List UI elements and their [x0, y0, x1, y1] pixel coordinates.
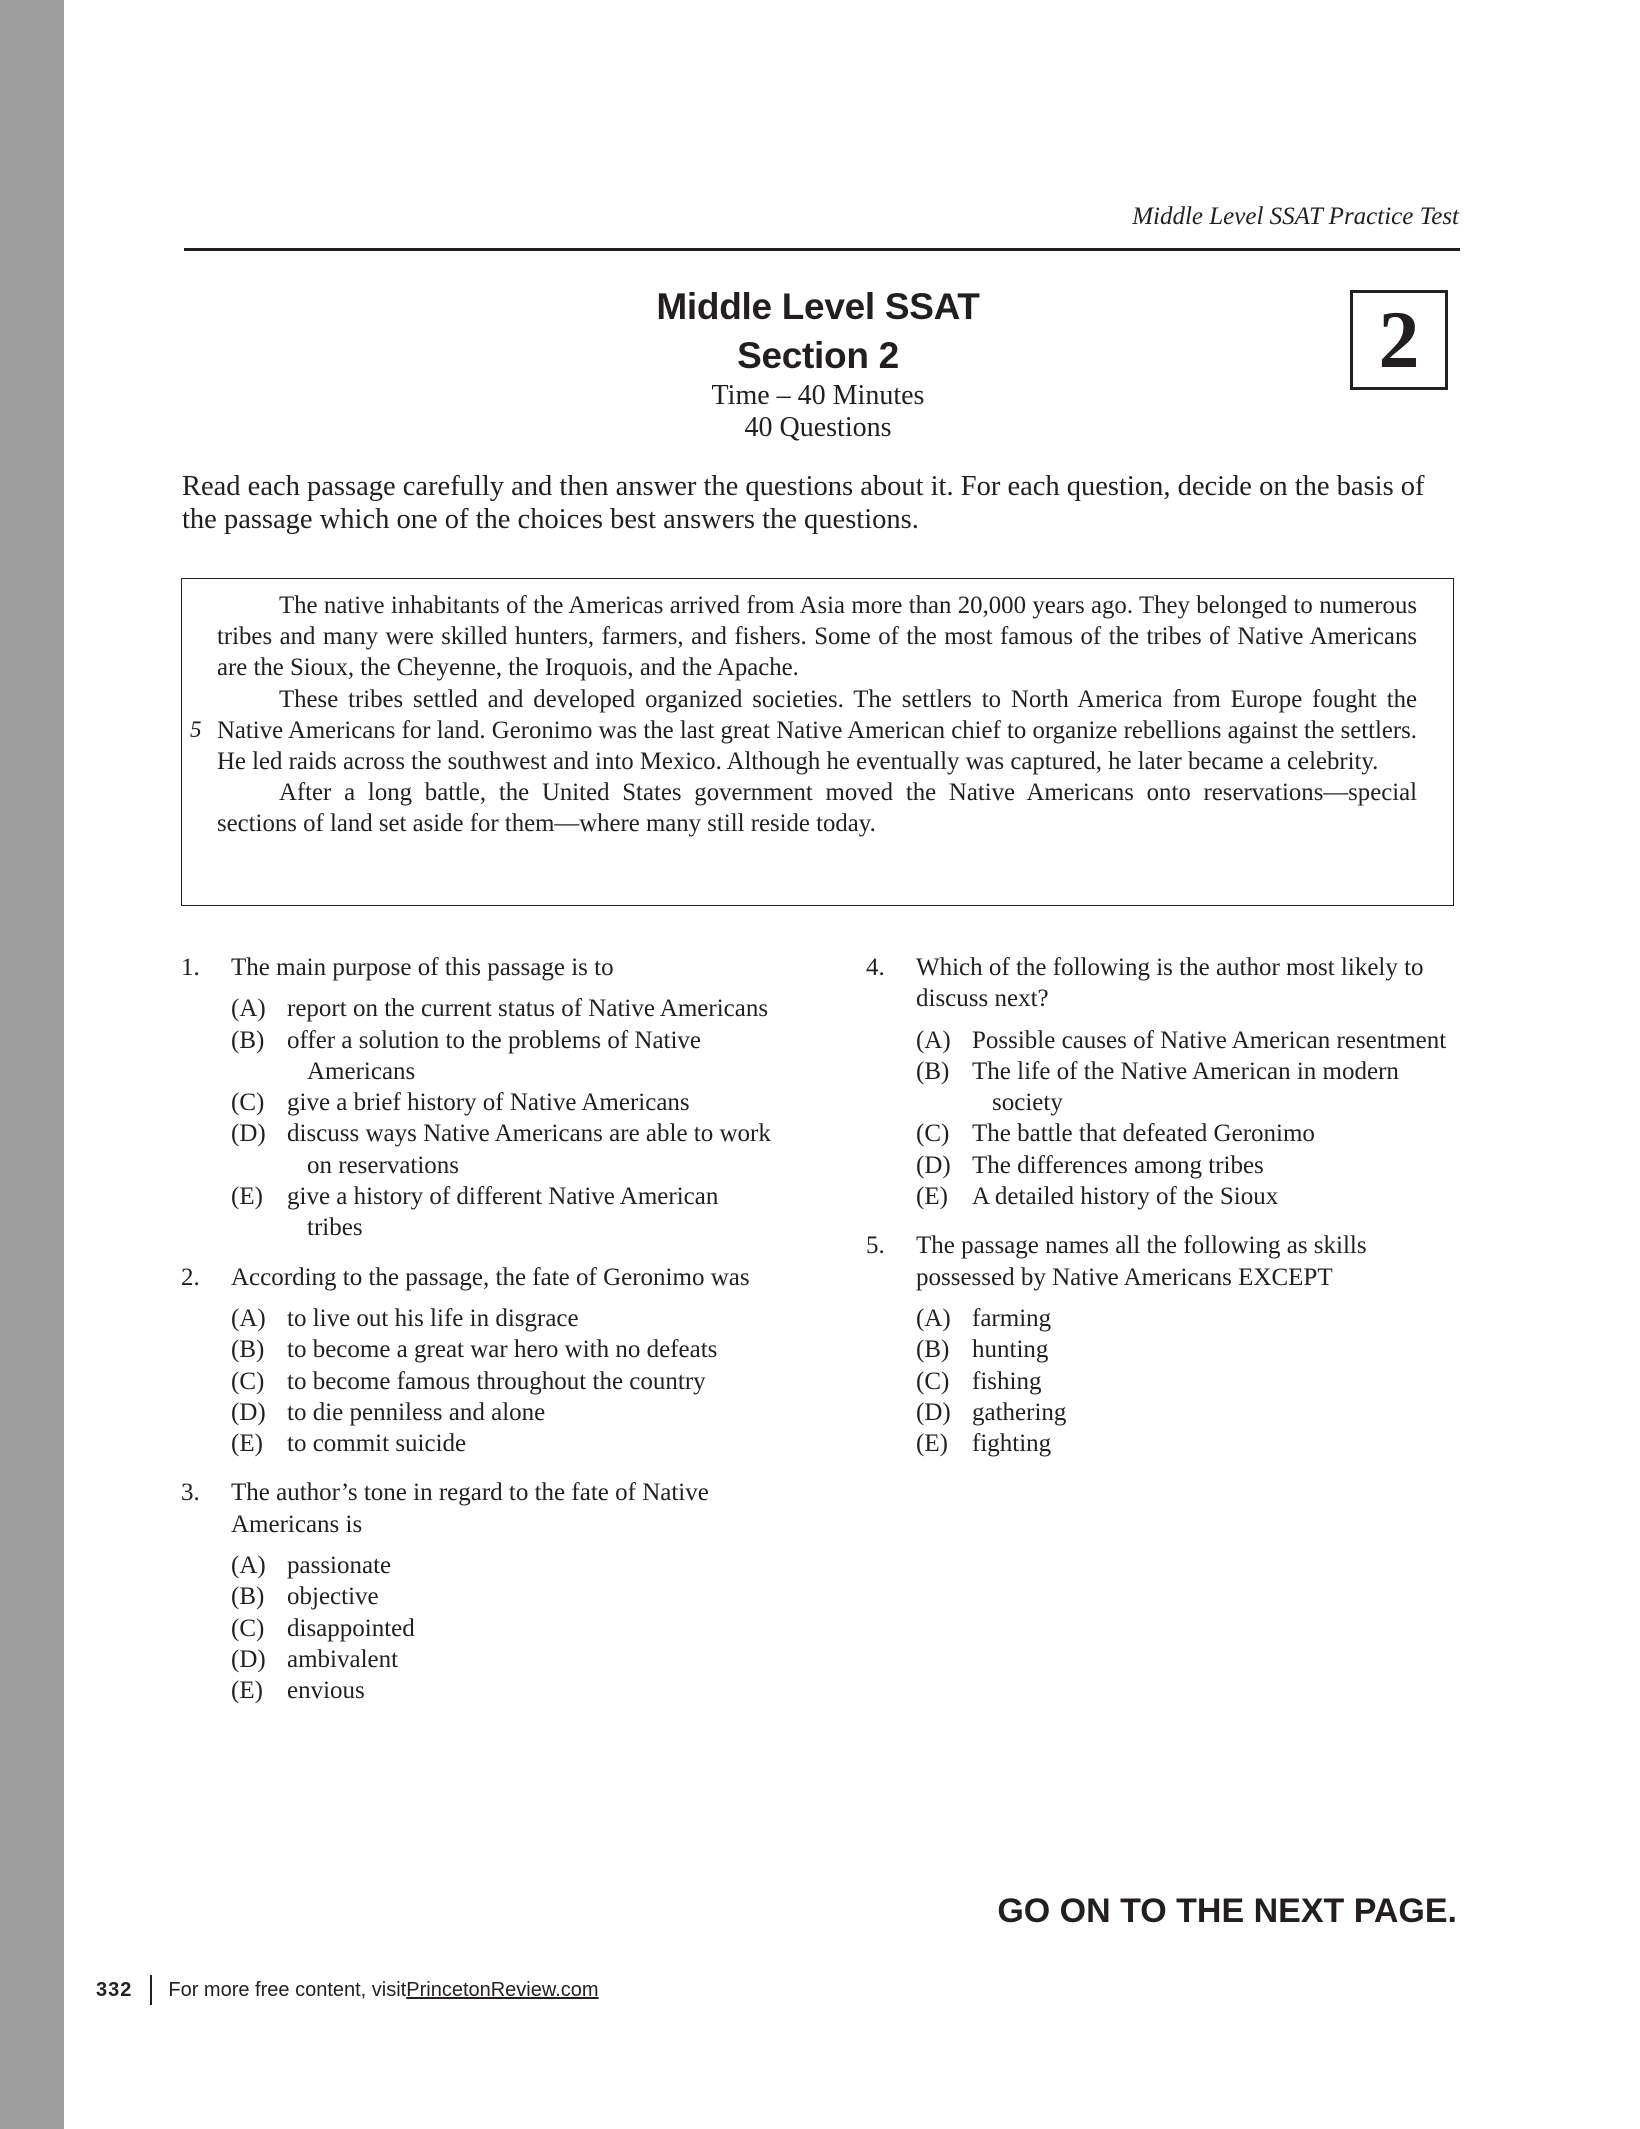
test-title: Middle Level SSAT — [656, 286, 980, 327]
choice-text: passionate — [287, 1552, 392, 1580]
choice-text: gathering — [972, 1398, 1067, 1426]
section-title: Section 2 — [737, 335, 899, 376]
answer-choices — [866, 1025, 1456, 1213]
footer-text: For more free content, visit — [168, 1978, 407, 2001]
choice-letter: (D) — [231, 1645, 266, 1673]
choice-letter: (A) — [231, 1304, 266, 1332]
choice-text: hunting — [972, 1336, 1049, 1364]
answer-choice[interactable] — [916, 1334, 1456, 1365]
choice-letter: (A) — [231, 995, 266, 1023]
choice-letter: (D) — [916, 1151, 951, 1179]
choice-text: offer a solution to the problems of Native Americans — [287, 1026, 702, 1085]
answer-choice[interactable] — [231, 1303, 771, 1334]
directions: Read each passage carefully and then answer the questions about it. For each question, decide on the basis of the passage which one of the choices best answers the questions. — [182, 471, 1425, 535]
answer-choice[interactable] — [231, 1118, 771, 1181]
choice-letter: (E) — [916, 1183, 948, 1211]
answer-choice[interactable] — [916, 1397, 1456, 1428]
passage-paragraph: After a long battle, the United States government moved the Native Americans onto reservations—special sections of land set aside for them—where many still reside today. — [217, 779, 1417, 838]
answer-choice[interactable] — [916, 1025, 1456, 1056]
choice-text: The life of the Native American in modern society — [972, 1057, 1399, 1117]
choice-text: to become a great war hero with no defeats — [287, 1336, 718, 1364]
choice-text: farming — [972, 1304, 1052, 1332]
answer-choice[interactable] — [916, 1181, 1456, 1212]
choice-letter: (B) — [231, 1336, 265, 1364]
answer-choice[interactable] — [231, 1334, 771, 1365]
answer-choice[interactable] — [231, 1644, 771, 1675]
time-limit: Time – 40 Minutes — [711, 380, 925, 411]
choice-letter: (B) — [916, 1057, 950, 1085]
answer-choice[interactable] — [231, 1025, 771, 1088]
choice-text: objective — [287, 1583, 379, 1611]
section-title-block — [518, 282, 1118, 444]
question-text: Which of the following is the author most likely to discuss next? — [916, 954, 1424, 1013]
answer-choice[interactable] — [231, 1428, 771, 1459]
choice-text: report on the current status of Native Americans — [287, 995, 769, 1023]
side-margin-bar — [0, 0, 64, 2129]
choice-letter: (B) — [231, 1583, 265, 1611]
header-rule — [184, 248, 1460, 251]
question-stem — [181, 1477, 771, 1540]
questions-left-column — [181, 952, 771, 1725]
answer-choices — [181, 993, 771, 1243]
question-5 — [866, 1230, 1456, 1459]
question-stem — [866, 1230, 1456, 1293]
questions-right-column — [866, 952, 1456, 1477]
choice-letter: (C) — [916, 1367, 950, 1395]
question-number: 4. — [866, 954, 885, 981]
choice-letter: (A) — [916, 1304, 951, 1332]
answer-choices — [181, 1550, 771, 1706]
choice-text: to live out his life in disgrace — [287, 1304, 579, 1332]
passage-paragraph: The native inhabitants of the Americas arrived from Asia more than 20,000 years ago. They belonged to numerous tribes and many were skilled hunters, farmers, and fishers. Some of the most famous of the tribes of Native Americans are the Sioux, the Cheyenne, the Iroquois, and the Apache. — [217, 592, 1417, 682]
go-on-notice: GO ON TO THE NEXT PAGE. — [997, 1892, 1457, 1930]
line-number: 5 — [190, 717, 202, 742]
choice-letter: (C) — [231, 1089, 265, 1117]
choice-text: A detailed history of the Sioux — [972, 1183, 1279, 1211]
question-number: 3. — [181, 1479, 200, 1507]
choice-letter: (D) — [231, 1398, 266, 1426]
question-text: According to the passage, the fate of Geronimo was — [231, 1263, 750, 1291]
choice-text: to commit suicide — [287, 1430, 467, 1458]
question-count: 40 Questions — [744, 412, 892, 443]
choice-text: disappointed — [287, 1614, 415, 1642]
page-footer — [96, 1972, 599, 2008]
choice-text: fishing — [972, 1367, 1042, 1395]
answer-choice[interactable] — [916, 1428, 1456, 1459]
choice-text: envious — [287, 1677, 365, 1705]
answer-choice[interactable] — [916, 1056, 1456, 1119]
page-number: 332 — [96, 1978, 133, 2001]
choice-text: ambivalent — [287, 1645, 399, 1673]
footer-link[interactable]: PrincetonReview.com — [406, 1978, 599, 2001]
answer-choices — [181, 1303, 771, 1459]
choice-text: give a history of different Native American tribes — [287, 1183, 719, 1242]
question-3 — [181, 1477, 771, 1706]
choice-letter: (E) — [231, 1183, 263, 1211]
answer-choice[interactable] — [231, 1613, 771, 1644]
footer-divider — [150, 1975, 152, 2005]
choice-letter: (B) — [231, 1026, 265, 1054]
passage-paragraph: These tribes settled and developed organized societies. The settlers to North America from Europe fought the Native Americans for land. Geronimo was the last great Native American chief to organize rebellions against the settlers. He led raids across the southwest and into Mexico. Although he eventually was captured, he later became a celebrity. — [217, 685, 1417, 776]
question-text: The author’s tone in regard to the fate of Native Americans is — [231, 1479, 709, 1538]
choice-letter: (C) — [916, 1120, 950, 1148]
question-number: 2. — [181, 1263, 200, 1291]
question-4 — [866, 952, 1456, 1212]
choice-letter: (E) — [231, 1430, 263, 1458]
answer-choice[interactable] — [916, 1150, 1456, 1181]
question-stem — [181, 1262, 771, 1293]
choice-text: to die penniless and alone — [287, 1398, 546, 1426]
question-stem — [181, 952, 771, 983]
answer-choice[interactable] — [231, 993, 771, 1024]
running-head: Middle Level SSAT Practice Test — [1132, 203, 1459, 230]
question-text: The main purpose of this passage is to — [231, 954, 614, 981]
question-stem — [866, 952, 1456, 1015]
choice-letter: (E) — [231, 1677, 263, 1705]
question-number: 5. — [866, 1232, 885, 1260]
answer-choice[interactable] — [916, 1303, 1456, 1334]
choice-text: to become famous throughout the country — [287, 1367, 706, 1395]
answer-choice[interactable] — [916, 1366, 1456, 1397]
answer-choice[interactable] — [231, 1181, 771, 1244]
answer-choice[interactable] — [231, 1675, 771, 1706]
choice-letter: (C) — [231, 1367, 265, 1395]
choice-letter: (D) — [916, 1398, 951, 1426]
answer-choice[interactable] — [231, 1397, 771, 1428]
question-text: The passage names all the following as skills possessed by Native Americans EXCEPT — [916, 1232, 1367, 1291]
choice-text: The differences among tribes — [972, 1151, 1264, 1179]
choice-text: The battle that defeated Geronimo — [972, 1120, 1315, 1148]
answer-choice[interactable] — [231, 1581, 771, 1612]
choice-letter: (B) — [916, 1336, 950, 1364]
choice-text: Possible causes of Native American resentment — [972, 1026, 1447, 1054]
choice-text: give a brief history of Native Americans — [287, 1089, 690, 1117]
choice-letter: (E) — [916, 1430, 948, 1458]
question-number: 1. — [181, 954, 200, 981]
answer-choice[interactable] — [916, 1118, 1456, 1149]
answer-choice[interactable] — [231, 1366, 771, 1397]
choice-letter: (A) — [231, 1552, 266, 1580]
choice-letter: (A) — [916, 1026, 951, 1054]
passage-text — [217, 590, 1417, 840]
section-number-box — [1350, 290, 1448, 390]
answer-choice[interactable] — [231, 1087, 771, 1118]
choice-text: fighting — [972, 1430, 1052, 1458]
question-2 — [181, 1262, 771, 1460]
choice-letter: (D) — [231, 1120, 266, 1148]
section-number: 2 — [1378, 294, 1420, 385]
choice-letter: (C) — [231, 1614, 265, 1642]
choice-text: discuss ways Native Americans are able to work on reservations — [287, 1120, 771, 1179]
answer-choices — [866, 1303, 1456, 1459]
question-1 — [181, 952, 771, 1244]
answer-choice[interactable] — [231, 1550, 771, 1581]
